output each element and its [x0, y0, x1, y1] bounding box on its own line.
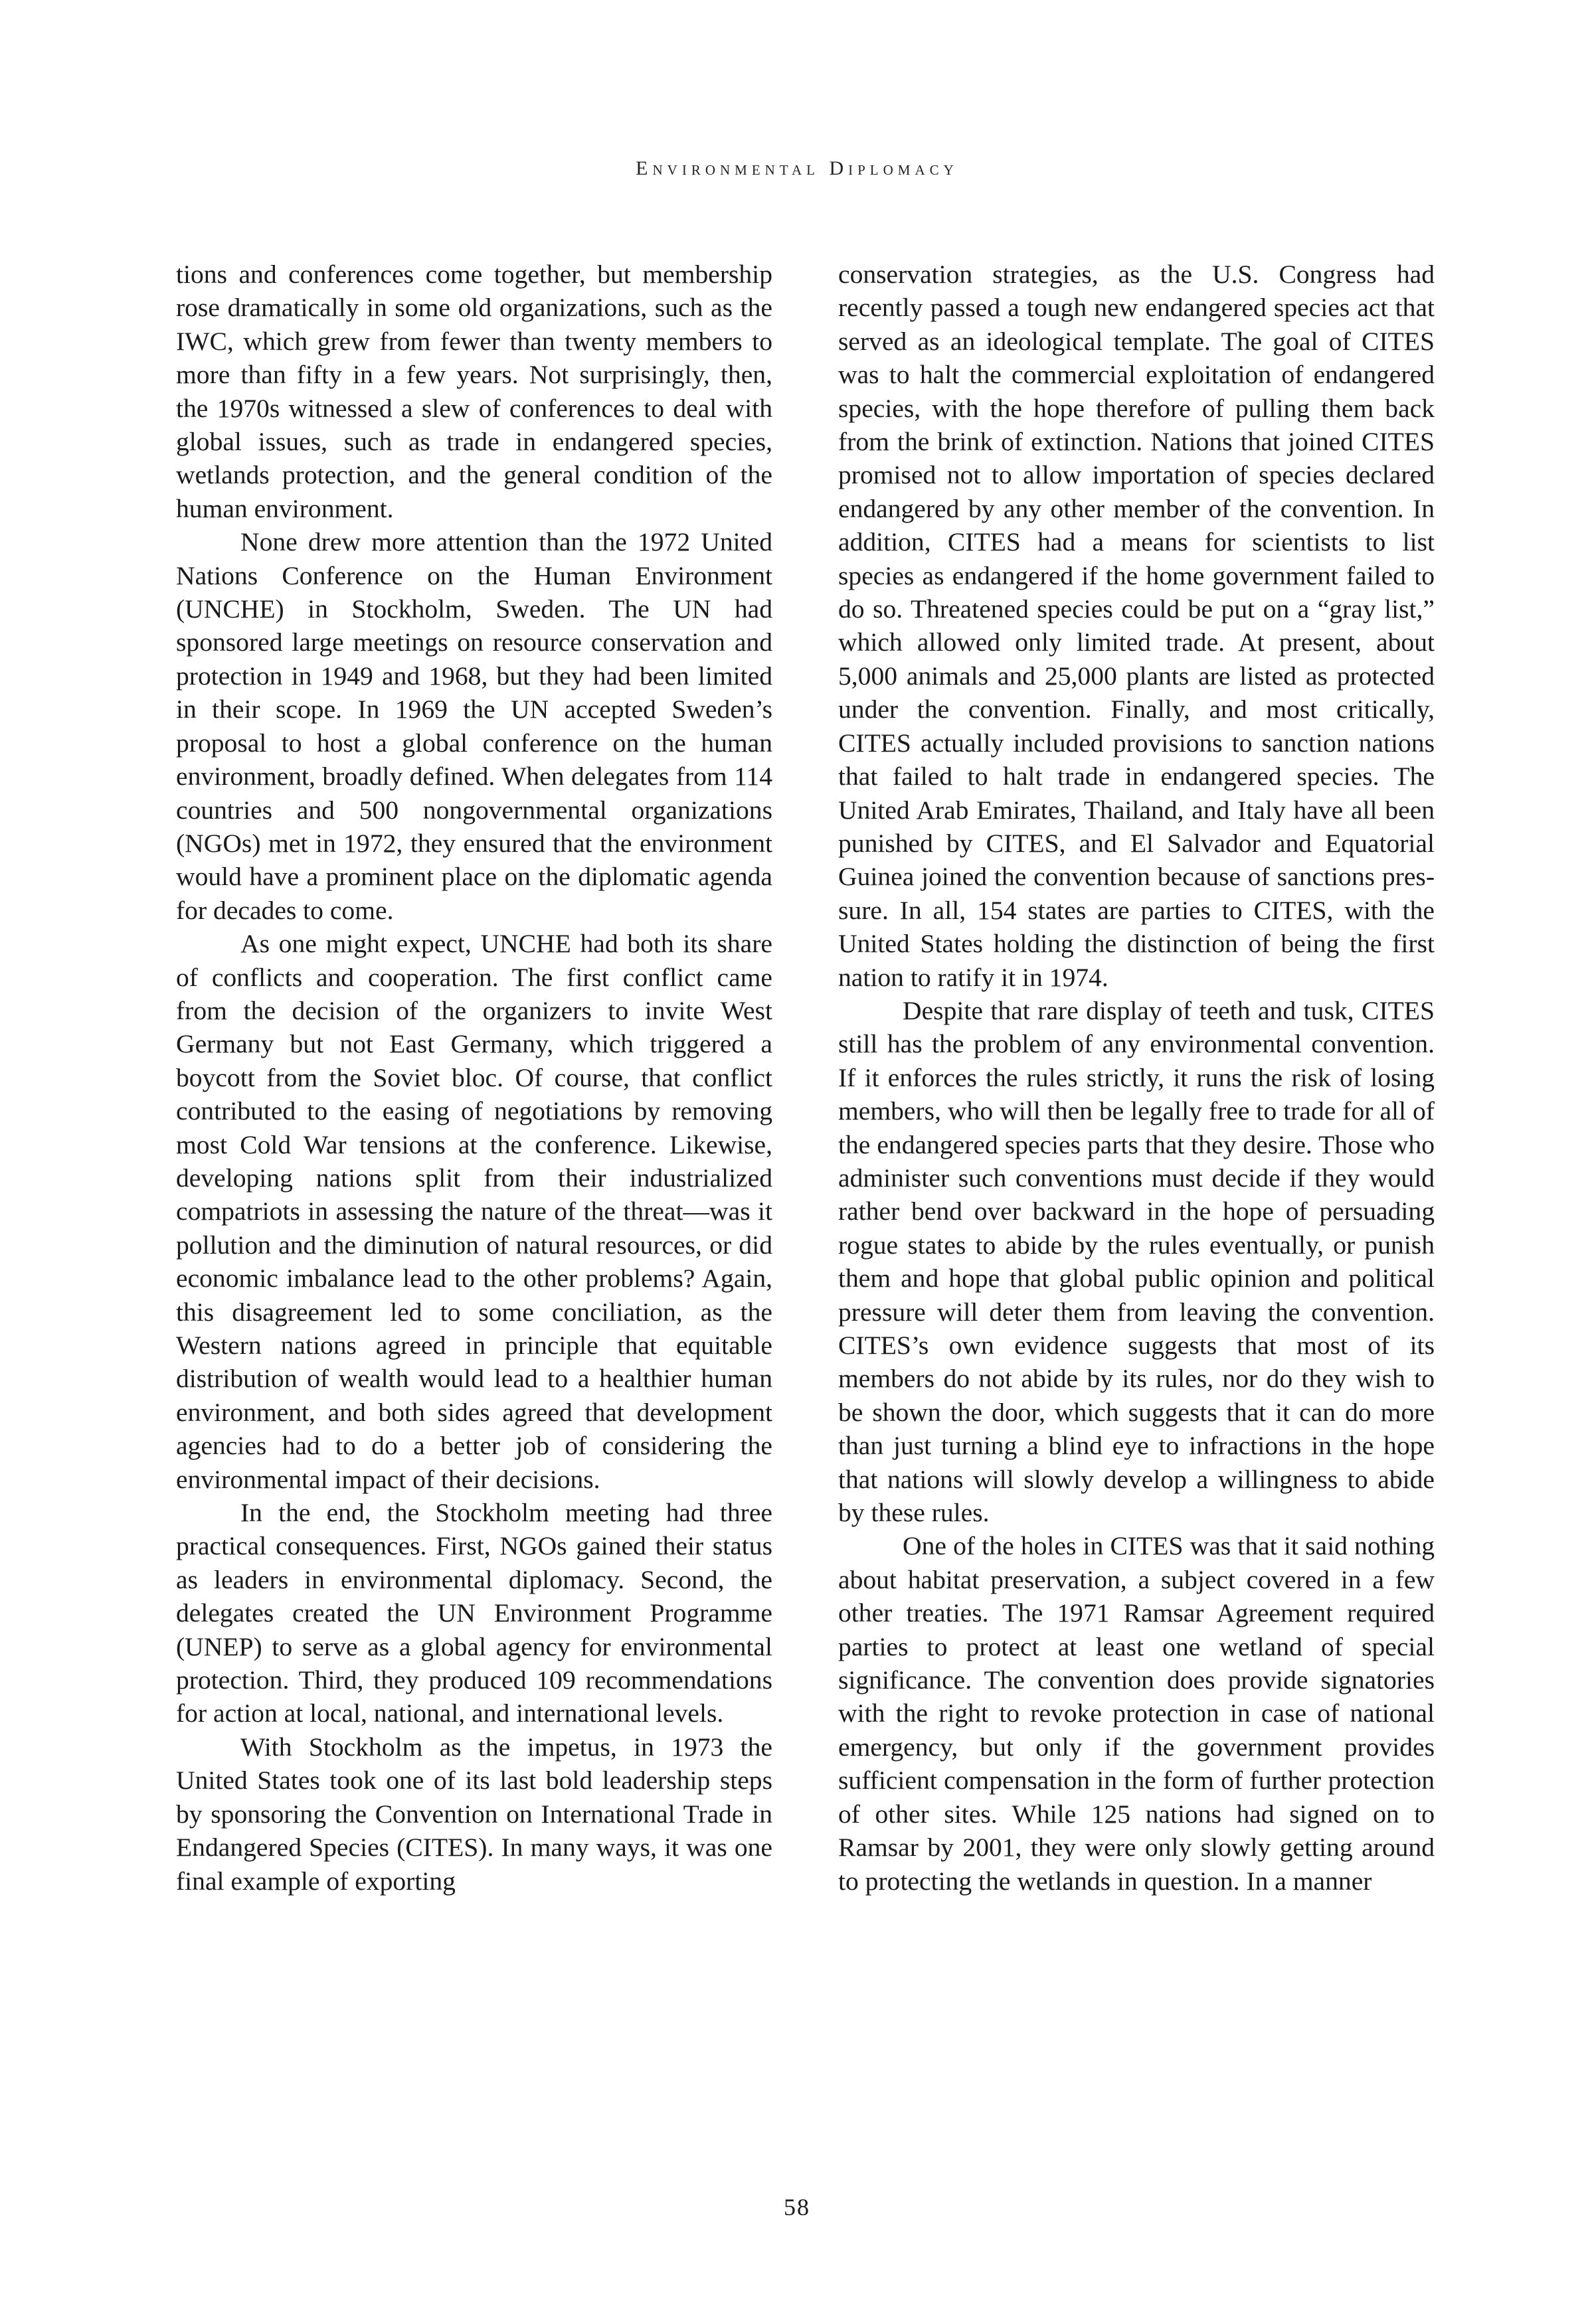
right-column	[838, 258, 1435, 1898]
paragraph: None drew more attention than the 1972 United Nations Conference on the Human Environment (UNCHE) in Stockholm, Sweden. The UN had sponsored large meetings on resource conservation and protection in 1949 and 1968, but they had been limited in their scope. In 1969 the UN accepted Sweden’s proposal to host a global conference on the human environment, broadly defined. When delegates from 114 countries and 500 nongovernmental organizations (NGOs) met in 1972, they ensured that the environment would have a prominent place on the diplomatic agenda for decades to come.	[176, 527, 772, 925]
running-head: Environmental Diplomacy	[636, 157, 958, 179]
paragraph: Despite that rare display of teeth and tusk, CITES still has the problem of any environmental convention. If it enforces the rules strictly, it runs the risk of losing members, who will then be legally free to trade for all of the endangered species parts that they desire. Those who administer such conventions must decide if they would rather bend over backward in the hope of persuading rogue states to abide by the rules eventually, or punish them and hope that global public opinion and political pressure will deter them from leaving the convention. CITES’s own evidence suggests that most of its members do not abide by its rules, nor do they wish to be shown the door, which suggests that it can do more than just turning a blind eye to infractions in the hope that nations will slowly develop a willingness to abide by these rules.	[838, 995, 1435, 1528]
paragraph: One of the holes in CITES was that it said nothing about habitat preservation, a subject covered in a few other treaties. The 1971 Ramsar Agreement required parties to protect at least one wetland of special significance. The convention does provide signatories with the right to revoke protection in case of national emergency, but only if the government provides sufficient compensation in the form of further protection of other sites. While 125 nations had signed on to Ramsar by 2001, they were only slowly getting around to protecting the wetlands in question. In a manner	[838, 1531, 1435, 1896]
paragraph: tions and conferences come together, but membership rose dramatically in some old organizations, such as the IWC, which grew from fewer than twenty members to more than fifty in a few years. Not surprisingly, then, the 1970s witnessed a slew of conferences to deal with global issues, such as trade in endangered species, wetlands protection, and the general condition of the human environment.	[176, 260, 772, 523]
paragraph: conservation strategies, as the U.S. Congress had recently passed a tough new endangered species act that served as an ideological template. The goal of CITES was to halt the commercial exploitation of endangered species, with the hope therefore of pulling them back from the brink of extinction. Nations that joined CITES promised not to allow importation of species declared endangered by any other member of the convention. In addition, CITES had a means for scientists to list species as endangered if the home government failed to do so. Threatened species could be put on a “gray list,” which allowed only limited trade. At present, about 5,000 animals and 25,000 plants are listed as protected under the convention. Finally, and most critically, CITES actually included provisions to sanction nations that failed to halt trade in endangered species. The United Arab Emirates, Thailand, and Italy have all been punished by CITES, and El Salvador and Equatorial Guinea joined the convention because of sanctions pressure. In all, 154 states are parties to CITES, with the United States holding the distinction of being the first nation to ratify it in 1974.	[838, 260, 1435, 992]
left-column	[176, 258, 772, 1898]
paragraph: With Stockholm as the impetus, in 1973 the United States took one of its last bold leadership steps by sponsoring the Convention on International Trade in Endangered Species (CITES). In many ways, it was one final example of exporting	[176, 1732, 772, 1896]
paragraph: As one might expect, UNCHE had both its share of conflicts and cooperation. The first conflict came from the decision of the organizers to invite West Germany but not East Germany, which triggered a boycott from the Soviet bloc. Of course, that conflict contributed to the easing of negotiations by removing most Cold War tensions at the conference. Likewise, developing nations split from their industrialized compatriots in assessing the nature of the threat—was it pollution and the diminution of natural resources, or did economic imbalance lead to the other problems? Again, this disagreement led to some conciliation, as the Western nations agreed in principle that equitable distribution of wealth would lead to a healthier human environment, and both sides agreed that development agencies had to do a better job of considering the environmental impact of their decisions.	[176, 929, 772, 1494]
page-number: 58	[784, 2194, 810, 2220]
paragraph: In the end, the Stockholm meeting had three practical consequences. First, NGOs gained their status as leaders in environmental diplomacy. Second, the delegates created the UN Environment Programme (UNEP) to serve as a global agency for environmental protection. Third, they produced 109 recommendations for action at local, national, and international levels.	[176, 1498, 772, 1728]
